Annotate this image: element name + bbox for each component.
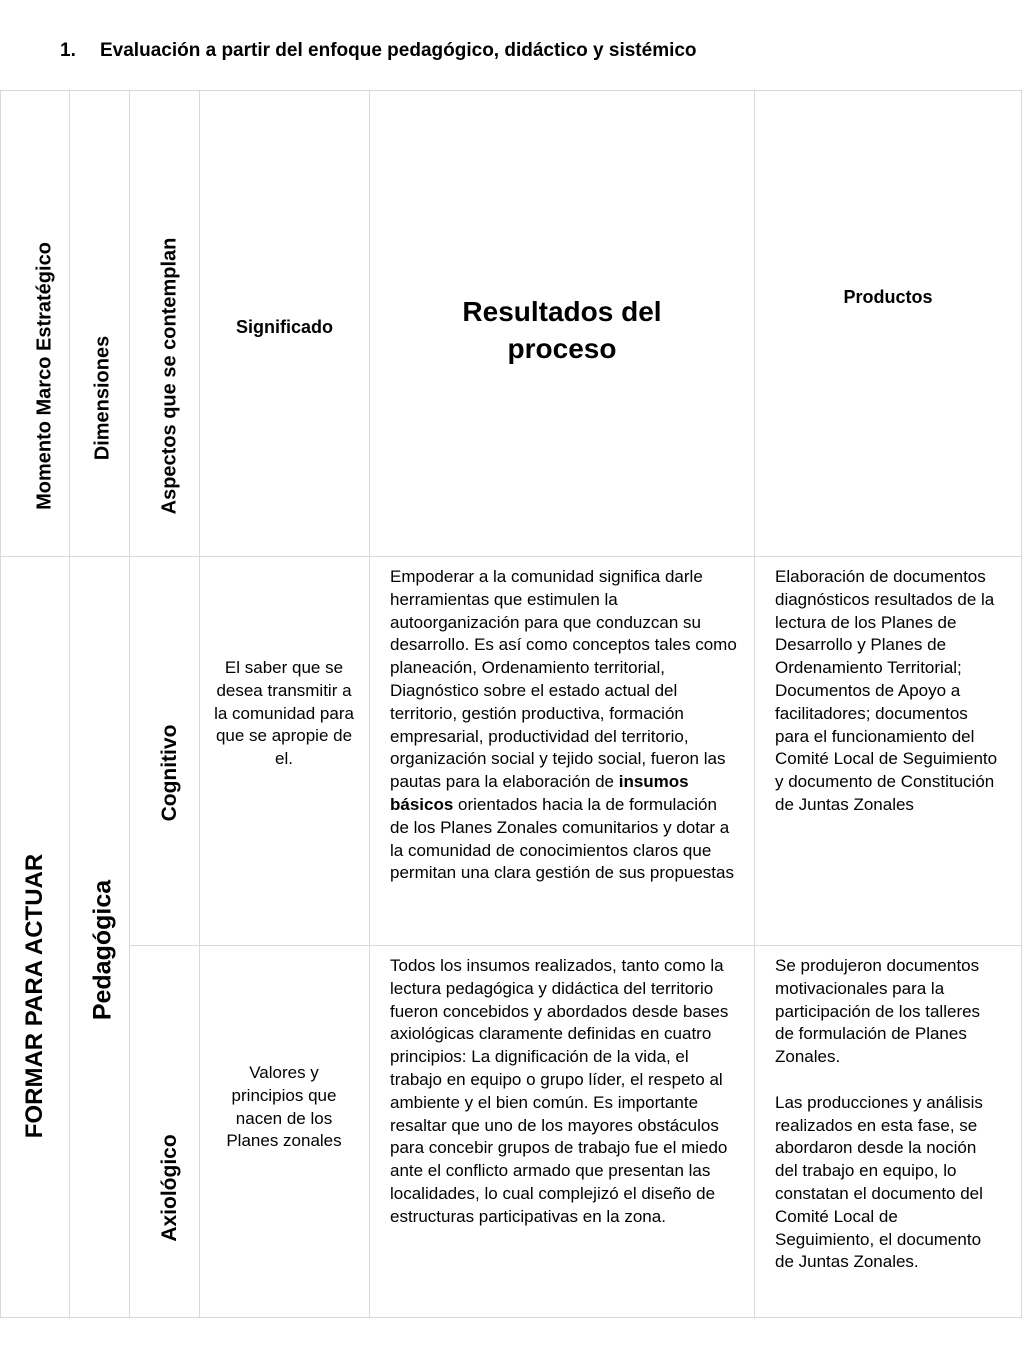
- resultados-cognitivo-text-end: orientados hacia la de formulación de los Planes Zonales comunitarios y dotar a la comunidad de conocimientos claros que permitan una clara gestión de sus propuestas: [390, 794, 734, 883]
- section-heading: [60, 40, 697, 62]
- productos-axiologico-p1: Se produjeron documentos motivacionales para la participación de los talleres de formulación de Planes Zonales.: [775, 956, 981, 1067]
- aspecto-axiologico: Axiológico: [158, 1134, 181, 1242]
- evaluation-table: [0, 90, 1022, 1318]
- productos-axiologico-p2: Las producciones y análisis realizados en esta fase, se abordaron desde la noción del trabajo en equipo, lo constatan el documento del Comité Local de Seguimiento, el documento de Juntas Zonales.: [775, 1092, 983, 1272]
- table-col-divider-4: [369, 90, 370, 1318]
- section-title: Evaluación a partir del enfoque pedagógico, didáctico y sistémico: [100, 40, 697, 61]
- resultados-cognitivo: [390, 566, 740, 885]
- table-border-right: [1021, 90, 1022, 1318]
- resultados-axiologico: Todos los insumos realizados, tanto como la lectura pedagógica y didáctica del territorio fueron concebidos y abordados desde bases axiológicas claramente definidas en cuatro principios: La dignificación de la vida, el trabajo en equipo o grupo líder, el respeto al ambiente y el bien común. Es importante resaltar que uno de los mayores obstáculos para concebir grupos de trabajo fue el miedo ante el conflicto armado que presentan las localidades, lo cual complejizó el diseño de estructuras participativas en la zona.: [390, 956, 729, 1226]
- table-col-divider-2: [129, 90, 130, 1318]
- aspecto-cognitivo: Cognitivo: [158, 724, 181, 822]
- table-row-divider: [130, 945, 1022, 946]
- productos-cognitivo: Elaboración de documentos diagnósticos resultados de la lectura de los Planes de Desarrollo y Planes de Ordenamiento Territorial; Documentos de Apoyo a facilitadores; documentos para el funcionamiento del Comité Local de Seguimiento y documento de Constitución de Juntas Zonales: [775, 567, 998, 814]
- significado-cognitivo: El saber que se desea transmitir a la comunidad para que se apropie de el.: [214, 658, 354, 769]
- header-dimensiones: Dimensiones: [91, 335, 114, 461]
- table-border-left: [0, 90, 1, 1318]
- significado-axiologico: Valores y principios que nacen de los Planes zonales: [226, 1063, 342, 1151]
- table-col-divider-5: [754, 90, 755, 1318]
- table-col-divider-3: [199, 90, 200, 1318]
- header-resultados: Resultados del proceso: [462, 296, 662, 364]
- section-number: 1.: [60, 40, 76, 61]
- table-header-divider: [0, 556, 1022, 557]
- table-border-bottom: [0, 1317, 1022, 1318]
- header-significado: Significado: [235, 316, 333, 337]
- table-col-divider-1: [69, 90, 70, 1318]
- table-border-top: [0, 90, 1022, 91]
- header-productos: Productos: [843, 286, 933, 307]
- header-momento: Momento Marco Estratégico: [33, 242, 56, 510]
- momento-formar-para-actuar: FORMAR PARA ACTUAR: [21, 853, 48, 1139]
- resultados-cognitivo-text: Empoderar a la comunidad significa darle herramientas que estimulen la autoorganización para que conduzcan su desarrollo. Es así como conceptos tales como planeación, Ordenamiento territorial, Diagnóstico sobre el estado actual del territorio, gestión productiva, formación empresarial, productividad del territorio, organización social y tejido social, fueron las pautas para la elaboración de: [390, 567, 737, 792]
- header-aspectos: Aspectos que se contemplan: [158, 237, 181, 515]
- productos-axiologico: [775, 955, 1000, 1274]
- resultados-cognitivo-bold: insumos básicos: [390, 772, 689, 814]
- dimension-pedagogica: Pedagógica: [88, 879, 117, 1021]
